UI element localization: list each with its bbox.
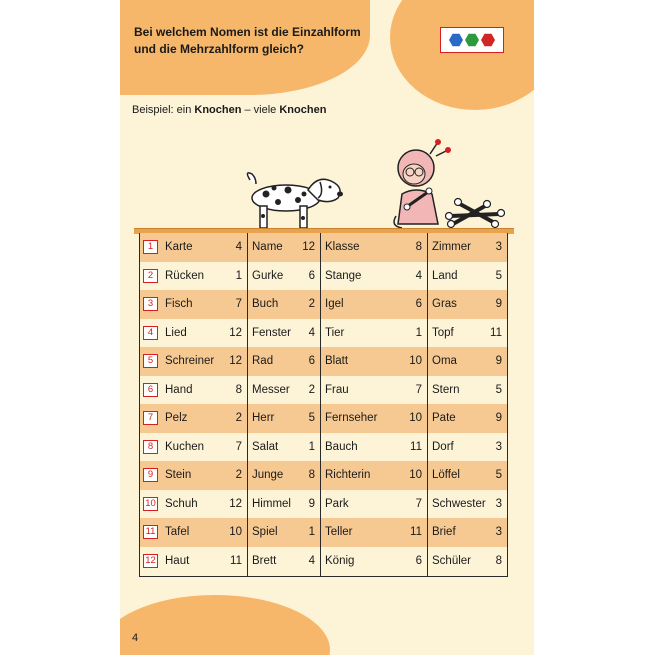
table-cell (427, 547, 507, 576)
question-line-1: Bei welchem Nomen ist die Einzahlform (134, 25, 361, 39)
table-row (140, 262, 507, 291)
example-line (132, 104, 326, 116)
cell-number: 5 (495, 383, 502, 396)
cell-word: Schüler (432, 554, 471, 567)
row-number-badge: 1 (143, 240, 158, 254)
table-row (140, 490, 507, 519)
row-number-badge: 7 (143, 411, 158, 425)
row-number-badge: 3 (143, 297, 158, 311)
table-grid (139, 233, 508, 577)
table-cell (160, 347, 247, 376)
cell-number: 3 (495, 497, 502, 510)
row-number-badge: 11 (143, 525, 158, 539)
exercise-question (134, 24, 384, 58)
page-number: 4 (132, 632, 139, 644)
row-number-badge: 2 (143, 269, 158, 283)
cell-word: Stange (325, 269, 362, 282)
cell-number: 11 (410, 440, 422, 453)
cell-number: 12 (229, 355, 242, 368)
cell-word: Frau (325, 383, 349, 396)
table-cell (320, 233, 427, 262)
example-prefix: Beispiel: ein (132, 104, 195, 116)
row-number-badge: 6 (143, 383, 158, 397)
cell-word: Park (325, 497, 349, 510)
cell-number: 5 (495, 269, 502, 282)
table-row (140, 290, 507, 319)
table-cell (320, 433, 427, 462)
table-cell (427, 262, 507, 291)
cell-number: 12 (229, 497, 242, 510)
table-row (140, 461, 507, 490)
table-cell (320, 262, 427, 291)
cell-number: 7 (415, 383, 422, 396)
cell-word: Schwester (432, 497, 486, 510)
cell-word: Salat (252, 440, 279, 453)
table-cell (247, 262, 320, 291)
cell-number: 10 (409, 412, 422, 425)
table-row (140, 404, 507, 433)
table-cell (320, 376, 427, 405)
cell-number: 7 (235, 440, 242, 453)
cell-word: König (325, 554, 355, 567)
example-word-singular: Knochen (194, 104, 242, 116)
row-number-badge: 10 (143, 497, 158, 511)
cell-number: 6 (308, 269, 315, 282)
cell-number: 12 (229, 326, 242, 339)
corner-blob (390, 0, 534, 110)
cell-number: 5 (308, 412, 315, 425)
table-cell (160, 319, 247, 348)
cell-number: 3 (495, 526, 502, 539)
cell-number: 3 (495, 440, 502, 453)
table-cell (320, 461, 427, 490)
cell-number: 9 (308, 497, 315, 510)
cell-number: 11 (230, 554, 242, 567)
cell-number: 6 (415, 298, 422, 311)
cell-number: 10 (229, 526, 242, 539)
column-divider (320, 233, 321, 576)
row-number-badge: 12 (143, 554, 158, 568)
cell-number: 9 (495, 355, 502, 368)
table-cell (247, 490, 320, 519)
cell-number: 11 (410, 526, 422, 539)
cell-number: 12 (302, 241, 315, 254)
table-cell (427, 404, 507, 433)
cell-number: 4 (308, 326, 315, 339)
cell-word: Hand (165, 383, 193, 396)
table-cell (160, 290, 247, 319)
cell-word: Haut (165, 554, 190, 567)
table-cell (427, 233, 507, 262)
table-cell (427, 461, 507, 490)
table-row (140, 319, 507, 348)
table-cell (320, 347, 427, 376)
cell-word: Stein (165, 469, 192, 482)
table-cell (160, 404, 247, 433)
row-number-badge: 8 (143, 440, 158, 454)
table-cell (247, 404, 320, 433)
cell-word: Spiel (252, 526, 278, 539)
cell-number: 7 (415, 497, 422, 510)
workbook-page (120, 0, 534, 655)
blue-hexagon-icon (449, 33, 463, 47)
cell-number: 1 (308, 526, 315, 539)
table-cell (320, 404, 427, 433)
table-cell (247, 518, 320, 547)
table-cell (320, 290, 427, 319)
table-cell (160, 233, 247, 262)
number-table (134, 228, 514, 578)
cell-number: 8 (415, 241, 422, 254)
cell-number: 2 (235, 412, 242, 425)
cell-number: 8 (308, 469, 315, 482)
cell-number: 10 (409, 355, 422, 368)
cell-word: Brett (252, 554, 277, 567)
table-cell (320, 319, 427, 348)
cell-word: Igel (325, 298, 344, 311)
table-cell (160, 262, 247, 291)
table-cell (320, 547, 427, 576)
table-cell (247, 290, 320, 319)
bone-pile-icon (445, 196, 505, 230)
cell-word: Dorf (432, 440, 454, 453)
cell-word: Karte (165, 241, 193, 254)
table-row (140, 347, 507, 376)
cell-number: 6 (415, 554, 422, 567)
cell-number: 8 (235, 383, 242, 396)
cell-number: 3 (495, 241, 502, 254)
dalmatian-dog-icon (238, 168, 348, 232)
table-cell (427, 490, 507, 519)
table-cell (160, 433, 247, 462)
cell-number: 5 (495, 469, 502, 482)
cell-word: Fisch (165, 298, 193, 311)
cell-word: Löffel (432, 469, 460, 482)
cell-number: 9 (495, 298, 502, 311)
cell-word: Lied (165, 326, 187, 339)
cell-number: 9 (495, 412, 502, 425)
cell-number: 1 (415, 326, 422, 339)
cell-number: 8 (495, 554, 502, 567)
cell-word: Kuchen (165, 440, 205, 453)
table-cell (160, 490, 247, 519)
cell-word: Rücken (165, 269, 204, 282)
example-middle: – viele (241, 104, 280, 116)
column-divider (427, 233, 428, 576)
cell-word: Pelz (165, 412, 188, 425)
cell-word: Buch (252, 298, 279, 311)
cell-word: Oma (432, 355, 457, 368)
table-cell (320, 490, 427, 519)
cell-word: Tafel (165, 526, 190, 539)
cell-number: 4 (235, 241, 242, 254)
example-word-plural: Knochen (279, 104, 327, 116)
cell-word: Pate (432, 412, 456, 425)
table-cell (247, 461, 320, 490)
cell-number: 1 (235, 269, 242, 282)
cell-number: 2 (308, 298, 315, 311)
cell-number: 6 (308, 355, 315, 368)
cell-number: 2 (235, 469, 242, 482)
table-row (140, 547, 507, 576)
table-cell (427, 376, 507, 405)
cell-word: Name (252, 241, 283, 254)
row-number-badge: 4 (143, 326, 158, 340)
cell-word: Teller (325, 526, 353, 539)
table-cell (427, 433, 507, 462)
table-row (140, 233, 507, 262)
cell-word: Himmel (252, 497, 291, 510)
cell-word: Fenster (252, 326, 291, 339)
cell-word: Topf (432, 326, 454, 339)
row-number-badge: 5 (143, 354, 158, 368)
cell-word: Blatt (325, 355, 349, 368)
cell-number: 4 (308, 554, 315, 567)
cell-word: Tier (325, 326, 345, 339)
cell-number: 10 (409, 469, 422, 482)
table-cell (247, 233, 320, 262)
cell-word: Messer (252, 383, 290, 396)
cell-word: Gurke (252, 269, 284, 282)
cell-word: Fernseher (325, 412, 378, 425)
cell-word: Rad (252, 355, 274, 368)
footer-blob (120, 595, 330, 655)
cell-word: Gras (432, 298, 457, 311)
publisher-logo (440, 27, 504, 53)
column-divider (247, 233, 248, 576)
cell-word: Zimmer (432, 241, 471, 254)
red-hexagon-icon (481, 33, 495, 47)
table-cell (247, 347, 320, 376)
cell-word: Schreiner (165, 355, 215, 368)
table-cell (160, 376, 247, 405)
table-cell (160, 461, 247, 490)
row-number-badge: 9 (143, 468, 158, 482)
table-cell (247, 433, 320, 462)
table-cell (320, 518, 427, 547)
table-cell (247, 319, 320, 348)
table-row (140, 518, 507, 547)
cell-number: 4 (415, 269, 422, 282)
cell-word: Bauch (325, 440, 358, 453)
table-cell (160, 518, 247, 547)
cell-number: 2 (308, 383, 315, 396)
table-cell (160, 547, 247, 576)
cell-number: 7 (235, 298, 242, 311)
table-cell (427, 347, 507, 376)
cell-word: Herr (252, 412, 275, 425)
table-row (140, 433, 507, 462)
cell-number: 11 (490, 326, 502, 339)
cell-word: Brief (432, 526, 456, 539)
cell-word: Schuh (165, 497, 198, 510)
table-cell (247, 547, 320, 576)
table-cell (427, 319, 507, 348)
table-cell (427, 290, 507, 319)
cell-word: Klasse (325, 241, 360, 254)
green-hexagon-icon (465, 33, 479, 47)
cell-word: Stern (432, 383, 460, 396)
cell-word: Richterin (325, 469, 371, 482)
cell-word: Land (432, 269, 458, 282)
cell-word: Junge (252, 469, 284, 482)
question-line-2: und die Mehrzahlform gleich? (134, 42, 305, 56)
table-cell (427, 518, 507, 547)
cell-number: 1 (308, 440, 315, 453)
table-row (140, 376, 507, 405)
table-cell (247, 376, 320, 405)
